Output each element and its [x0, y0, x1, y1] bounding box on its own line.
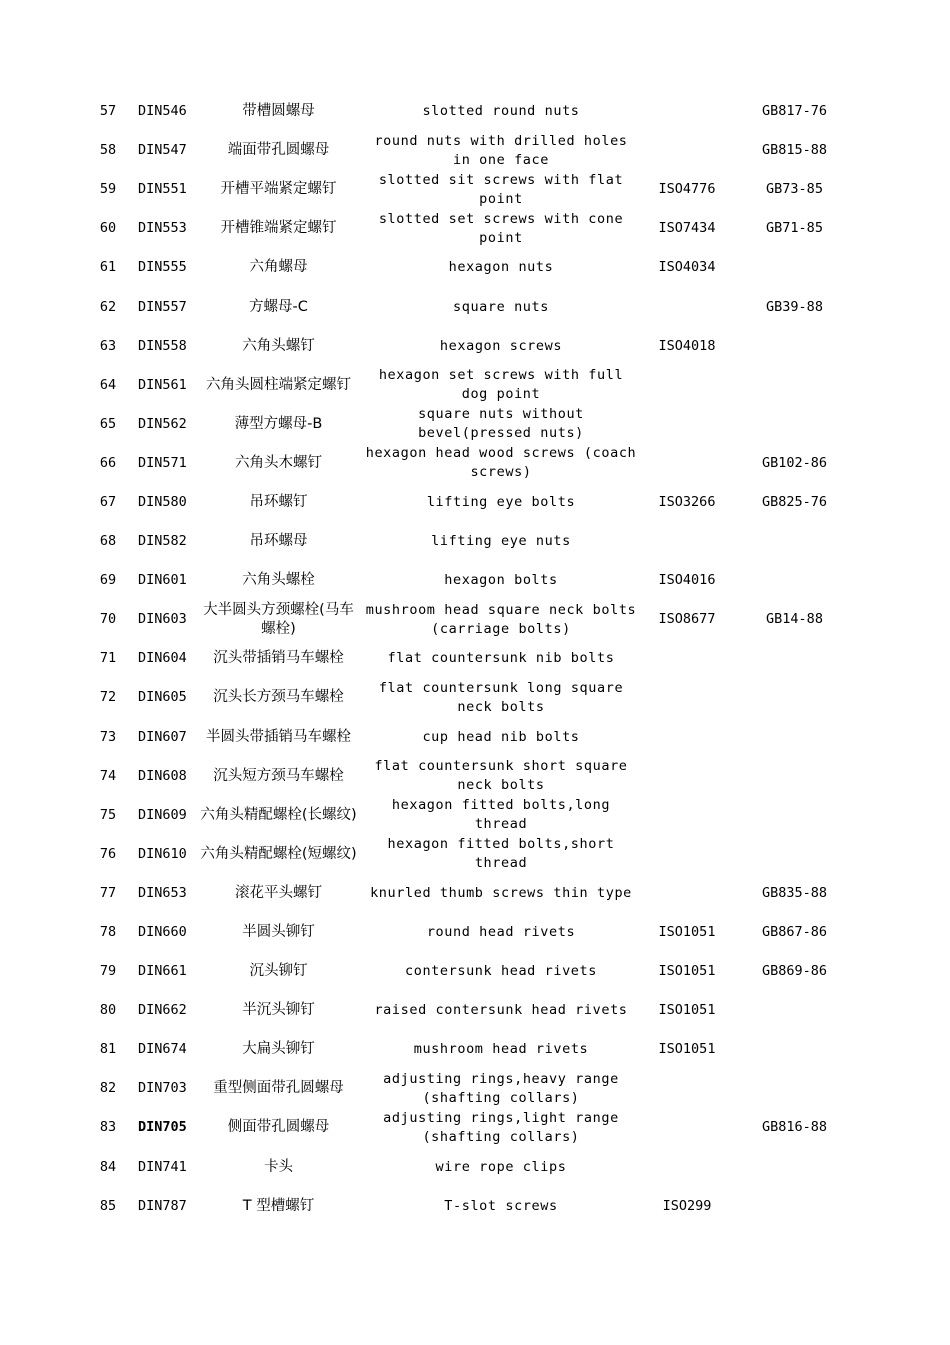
chinese-name: 六角头圆柱端紧定螺钉	[206, 376, 351, 393]
row-number: 68	[99, 533, 117, 550]
row-number: 63	[99, 337, 117, 354]
table-row	[86, 718, 856, 757]
iso-code: ISO4776	[658, 181, 716, 198]
english-name: square nuts	[452, 298, 549, 315]
din-code: DIN607	[138, 728, 187, 745]
din-code: DIN660	[138, 924, 187, 941]
standards-table	[86, 92, 856, 1226]
english-name: adjusting rings,light range (shafting collars)	[383, 1109, 619, 1145]
iso-code: ISO4034	[658, 259, 716, 276]
din-code: DIN555	[138, 259, 187, 276]
chinese-name: 卡头	[264, 1158, 293, 1175]
table-row	[86, 209, 856, 248]
din-code: DIN605	[138, 689, 187, 706]
chinese-name: 方螺母-C	[249, 298, 308, 315]
chinese-name: T 型槽螺钉	[242, 1197, 315, 1214]
chinese-name: 六角头木螺钉	[235, 454, 322, 471]
din-code: DIN553	[138, 220, 187, 237]
english-name: hexagon nuts	[448, 259, 554, 276]
english-name: round head rivets	[426, 924, 576, 941]
chinese-name: 大半圆头方颈螺栓(马车螺栓)	[203, 601, 354, 637]
row-number: 69	[99, 572, 117, 589]
din-code: DIN601	[138, 572, 187, 589]
gb-code: GB817-76	[761, 103, 828, 120]
english-name: wire rope clips	[435, 1158, 567, 1175]
english-name: hexagon fitted bolts,long thread	[391, 797, 611, 833]
gb-code: GB835-88	[761, 884, 828, 901]
table-row	[86, 913, 856, 952]
din-code: DIN561	[138, 376, 187, 393]
gb-code: GB39-88	[766, 298, 823, 315]
gb-code: GB14-88	[766, 611, 823, 628]
chinese-name: 滚花平头螺钉	[235, 884, 322, 901]
english-name: slotted sit screws with flat point	[378, 171, 624, 207]
din-code: DIN609	[138, 806, 187, 823]
english-name: cup head nib bolts	[422, 728, 580, 745]
iso-code: ISO3266	[658, 493, 716, 510]
row-number: 62	[99, 298, 117, 315]
din-code: DIN580	[138, 493, 187, 510]
iso-code: ISO7434	[658, 220, 716, 237]
english-name: T-slot screws	[444, 1197, 558, 1214]
table-row	[86, 835, 856, 874]
chinese-name: 吊环螺母	[249, 533, 308, 550]
english-name: raised contersunk head rivets	[374, 1002, 628, 1019]
table-row	[86, 1069, 856, 1108]
english-name: mushroom head rivets	[413, 1041, 589, 1058]
table-row	[86, 952, 856, 991]
chinese-name: 六角头螺钉	[242, 337, 315, 354]
table-row	[86, 405, 856, 444]
table-row	[86, 131, 856, 170]
row-number: 66	[99, 454, 117, 471]
chinese-name: 重型侧面带孔圆螺母	[213, 1080, 344, 1097]
chinese-name: 开槽锥端紧定螺钉	[220, 220, 337, 237]
chinese-name: 沉头铆钉	[249, 963, 308, 980]
row-number: 77	[99, 884, 117, 901]
chinese-name: 侧面带孔圆螺母	[227, 1119, 330, 1136]
row-number: 71	[99, 650, 117, 667]
chinese-name: 六角头精配螺栓(长螺纹)	[200, 806, 357, 823]
row-number: 59	[99, 181, 117, 198]
chinese-name: 沉头短方颈马车螺栓	[213, 767, 344, 784]
english-name: hexagon screws	[439, 337, 563, 354]
din-code: DIN604	[138, 650, 187, 667]
iso-code: ISO1051	[658, 924, 716, 941]
row-number: 70	[99, 611, 117, 628]
english-name: flat countersunk short square neck bolts	[374, 758, 628, 794]
chinese-name: 半沉头铆钉	[242, 1002, 315, 1019]
english-name: mushroom head square neck bolts (carriage bolts)	[365, 601, 637, 637]
table-row	[86, 991, 856, 1030]
row-number: 84	[99, 1158, 117, 1175]
row-number: 83	[99, 1119, 117, 1136]
iso-code: ISO1051	[658, 1002, 716, 1019]
din-code: DIN741	[138, 1158, 187, 1175]
english-name: slotted set screws with cone point	[378, 210, 624, 246]
chinese-name: 六角头螺栓	[242, 572, 315, 589]
din-code: DIN557	[138, 298, 187, 315]
din-code: DIN674	[138, 1041, 187, 1058]
chinese-name: 沉头带插销马车螺栓	[213, 650, 344, 667]
din-code: DIN608	[138, 767, 187, 784]
english-name: round nuts with drilled holes in one face	[374, 132, 628, 168]
chinese-name: 吊环螺钉	[249, 493, 308, 510]
row-number: 82	[99, 1080, 117, 1097]
chinese-name: 开槽平端紧定螺钉	[220, 181, 337, 198]
iso-code: ISO8677	[658, 611, 716, 628]
chinese-name: 六角螺母	[249, 259, 308, 276]
din-code: DIN547	[138, 142, 187, 159]
din-code: DIN546	[138, 103, 187, 120]
english-name: contersunk head rivets	[404, 963, 597, 980]
table-row	[86, 366, 856, 405]
din-code: DIN787	[138, 1197, 187, 1214]
table-row	[86, 1108, 856, 1147]
table-row	[86, 327, 856, 366]
table-row	[86, 561, 856, 600]
row-number: 60	[99, 220, 117, 237]
din-code: DIN662	[138, 1002, 187, 1019]
chinese-name: 六角头精配螺栓(短螺纹)	[200, 845, 357, 862]
table-row	[86, 1030, 856, 1069]
row-number: 81	[99, 1041, 117, 1058]
table-row	[86, 248, 856, 287]
din-code: DIN551	[138, 181, 187, 198]
table-row	[86, 874, 856, 913]
english-name: hexagon bolts	[444, 572, 558, 589]
iso-code: ISO299	[662, 1197, 712, 1214]
iso-code: ISO4016	[658, 572, 716, 589]
chinese-name: 沉头长方颈马车螺栓	[213, 689, 344, 706]
table-row	[86, 796, 856, 835]
row-number: 80	[99, 1002, 117, 1019]
gb-code: GB825-76	[761, 493, 828, 510]
gb-code: GB73-85	[766, 181, 823, 198]
gb-code: GB869-86	[761, 963, 828, 980]
din-code: DIN661	[138, 963, 187, 980]
gb-code: GB816-88	[761, 1119, 828, 1136]
row-number: 75	[99, 806, 117, 823]
table-row	[86, 522, 856, 561]
english-name: hexagon set screws with full dog point	[378, 367, 624, 403]
table-row	[86, 92, 856, 131]
row-number: 73	[99, 728, 117, 745]
row-number: 58	[99, 142, 117, 159]
chinese-name: 半圆头铆钉	[242, 924, 315, 941]
row-number: 72	[99, 689, 117, 706]
din-code: DIN610	[138, 845, 187, 862]
english-name: square nuts without bevel(pressed nuts)	[418, 406, 584, 442]
table-row	[86, 1187, 856, 1226]
chinese-name: 带槽圆螺母	[242, 103, 315, 120]
din-code: DIN582	[138, 533, 187, 550]
table-row	[86, 1148, 856, 1187]
table-row	[86, 678, 856, 717]
table-row	[86, 287, 856, 326]
english-name: lifting eye nuts	[431, 533, 571, 550]
english-name: slotted round nuts	[422, 103, 580, 120]
english-name: flat countersunk long square neck bolts	[378, 679, 624, 715]
row-number: 85	[99, 1197, 117, 1214]
gb-code: GB815-88	[761, 142, 828, 159]
din-code: DIN653	[138, 884, 187, 901]
row-number: 65	[99, 415, 117, 432]
row-number: 57	[99, 103, 117, 120]
row-number: 61	[99, 259, 117, 276]
gb-code: GB71-85	[766, 220, 823, 237]
english-name: flat countersunk nib bolts	[387, 650, 615, 667]
chinese-name: 大扁头铆钉	[242, 1041, 315, 1058]
row-number: 64	[99, 376, 117, 393]
iso-code: ISO1051	[658, 963, 716, 980]
din-code: DIN703	[138, 1080, 187, 1097]
iso-code: ISO4018	[658, 337, 716, 354]
english-name: adjusting rings,heavy range (shafting collars)	[383, 1070, 619, 1106]
row-number: 67	[99, 493, 117, 510]
english-name: lifting eye bolts	[426, 493, 576, 510]
row-number: 78	[99, 924, 117, 941]
table-row	[86, 170, 856, 209]
row-number: 74	[99, 767, 117, 784]
table-row	[86, 483, 856, 522]
gb-code: GB867-86	[761, 924, 828, 941]
table-row	[86, 757, 856, 796]
table-row	[86, 639, 856, 678]
din-code: DIN603	[138, 611, 187, 628]
table-row	[86, 600, 856, 639]
din-code: DIN571	[138, 454, 187, 471]
english-name: knurled thumb screws thin type	[370, 884, 632, 901]
row-number: 79	[99, 963, 117, 980]
iso-code: ISO1051	[658, 1041, 716, 1058]
din-code: DIN705	[138, 1119, 187, 1136]
english-name: hexagon fitted bolts,short thread	[387, 836, 615, 872]
table-row	[86, 444, 856, 483]
english-name: hexagon head wood screws (coach screws)	[365, 445, 637, 481]
chinese-name: 端面带孔圆螺母	[227, 142, 330, 159]
chinese-name: 薄型方螺母-B	[234, 415, 323, 432]
chinese-name: 半圆头带插销马车螺栓	[206, 728, 351, 745]
din-code: DIN558	[138, 337, 187, 354]
din-code: DIN562	[138, 415, 187, 432]
row-number: 76	[99, 845, 117, 862]
gb-code: GB102-86	[761, 454, 828, 471]
